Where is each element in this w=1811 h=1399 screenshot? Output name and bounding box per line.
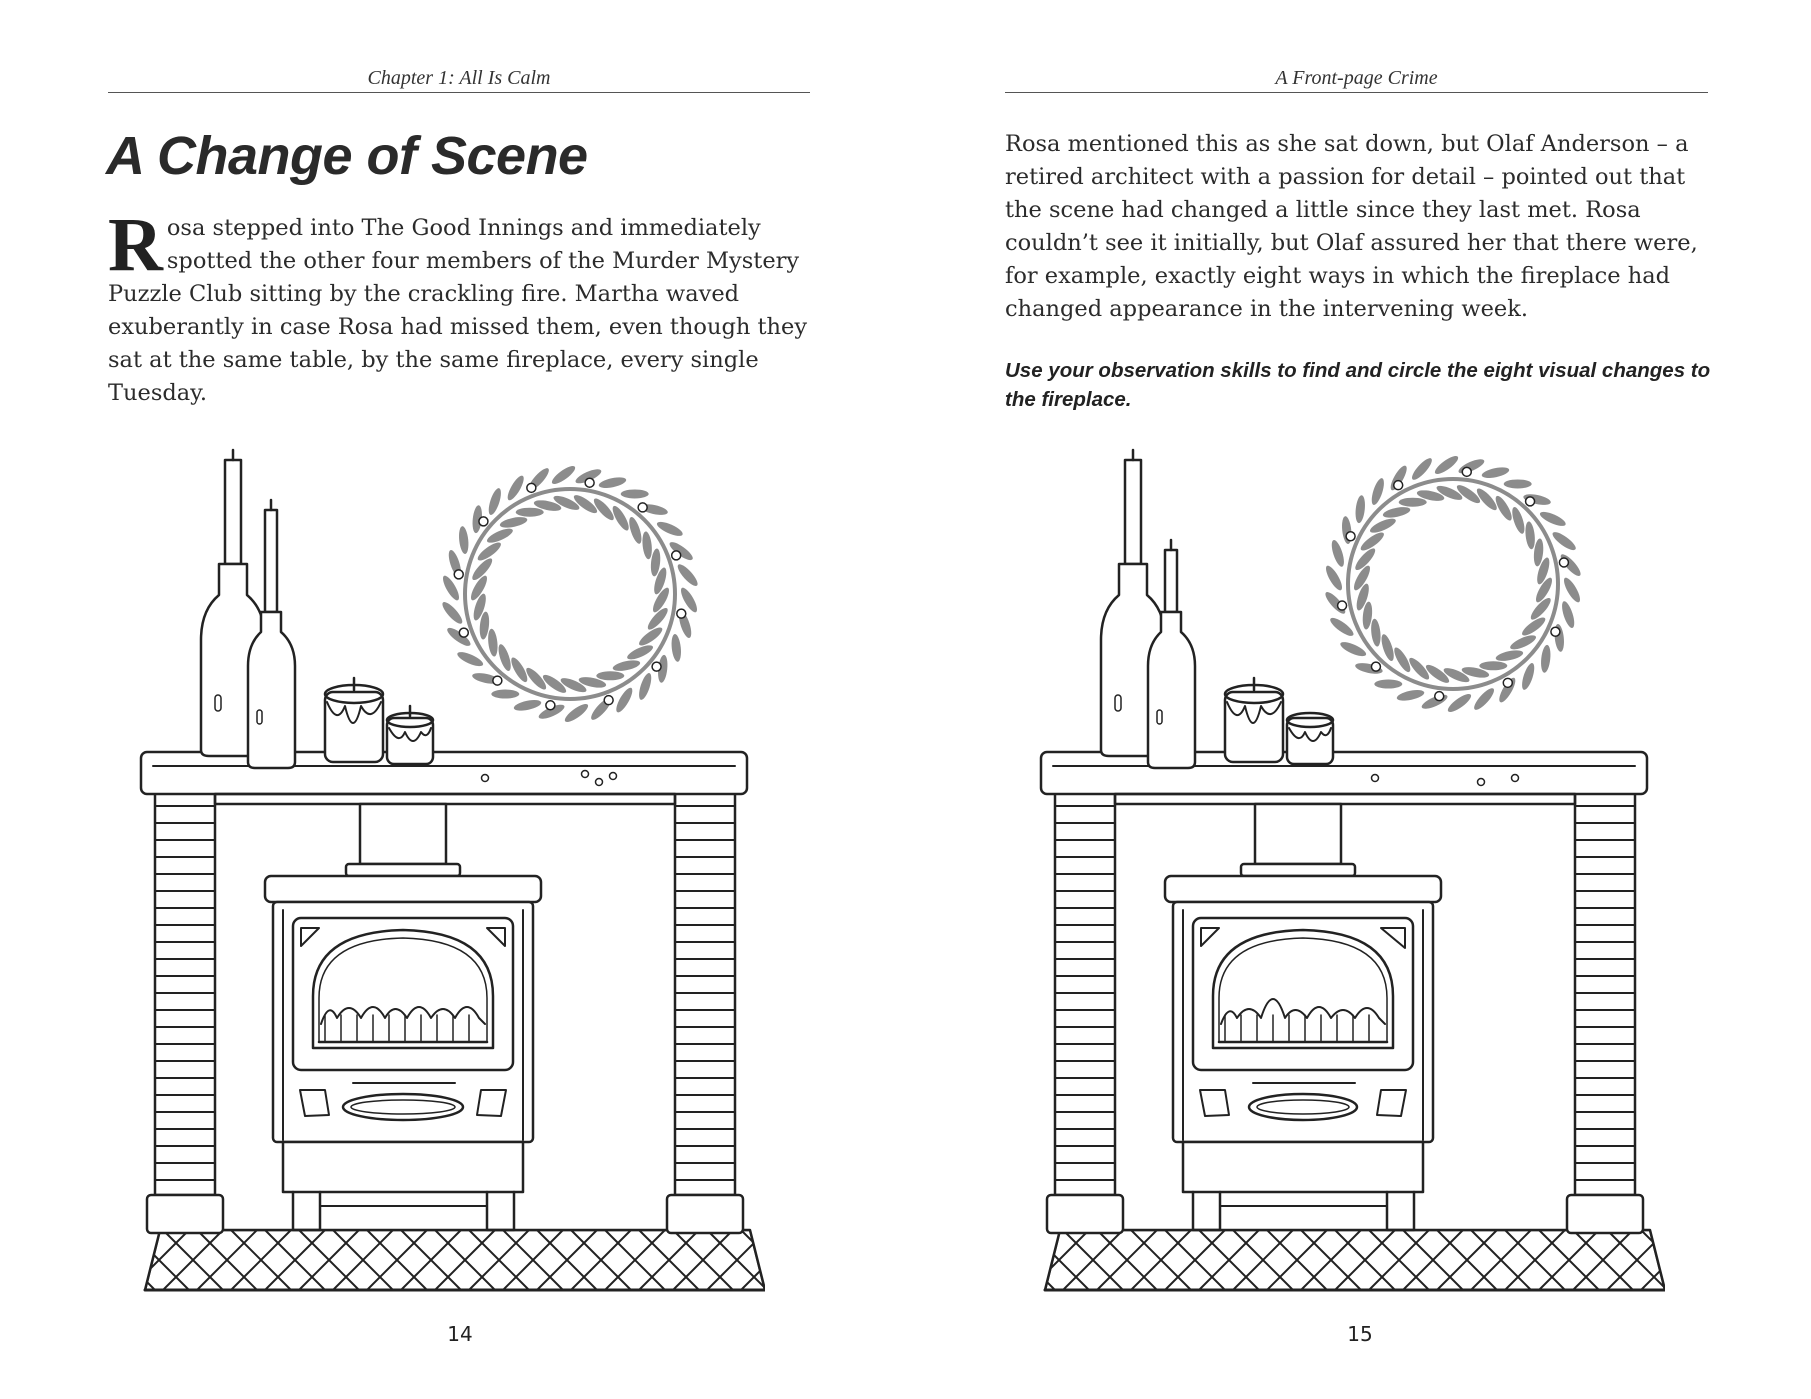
wreath-berry: [1559, 558, 1568, 567]
tall-candle: [1125, 460, 1141, 564]
wreath-leaf: [1479, 661, 1507, 670]
wreath-leaf: [516, 508, 544, 517]
running-head: A Front-page Crime: [1005, 66, 1708, 93]
wreath-leaf: [487, 628, 499, 657]
stove-base: [1183, 1142, 1423, 1192]
wreath-berry: [454, 570, 463, 579]
pillar-base: [1567, 1195, 1643, 1233]
hearth-rug-outline: [145, 1230, 765, 1290]
wreath-leaf: [621, 489, 649, 498]
mantel-shelf: [141, 752, 747, 794]
stove-top: [1165, 876, 1441, 902]
flue-collar: [1241, 864, 1355, 876]
hearth-lattice: [115, 1230, 765, 1290]
wreath-leaf: [1524, 521, 1536, 550]
wreath-leaf: [1550, 529, 1578, 553]
wreath-berry: [585, 478, 594, 487]
mantel-underside: [1115, 794, 1575, 804]
wreath-leaf: [1409, 456, 1434, 483]
wreath-leaf: [675, 562, 700, 589]
hearth-rug: [1045, 1230, 1665, 1290]
wreath-leaf: [1560, 600, 1577, 629]
stove-top: [265, 876, 541, 902]
wreath-leaf: [1520, 662, 1537, 691]
wreath-leaf: [1481, 465, 1510, 480]
wreath-leaf: [641, 531, 653, 560]
wreath-berry: [1338, 601, 1347, 610]
wreath-leaf: [1495, 648, 1524, 663]
wreath-leaf: [563, 701, 591, 725]
fireplace-illustration-original: [115, 440, 765, 1320]
fireplace-svg: [1015, 440, 1665, 1320]
wreath-leaf: [491, 690, 519, 699]
pillar-candle-large: [1225, 678, 1283, 762]
running-head: Chapter 1: All Is Calm: [108, 66, 810, 93]
wreath-berry: [1503, 678, 1512, 687]
wreath-leaf: [1396, 688, 1425, 703]
wreath-leaf: [670, 633, 682, 662]
flue-collar: [346, 864, 460, 876]
wreath-berry: [1371, 662, 1380, 671]
wreath-leaf: [1504, 479, 1532, 488]
wreath-berry: [1394, 481, 1403, 490]
wreath-leaf: [1323, 564, 1345, 593]
fireplace-svg: [115, 440, 765, 1320]
wreath-berry: [652, 662, 661, 671]
chapter-title: A Change of Scene: [106, 126, 588, 186]
wreath-leaf: [1471, 686, 1496, 713]
wreath-leaf: [1510, 506, 1527, 535]
body-paragraph: Rosa mentioned this as she sat down, but Olaf Anderson – a retired architect with a passion for detail – pointed out that the scene had changed a little since they last met. Rosa couldn’t see it initially, but Olaf assured her that there were, for example, exactly eight ways in which the fireplace had changed appearance in the intervening week.: [1005, 131, 1698, 322]
wreath-leaf: [1433, 453, 1461, 477]
wreath-leaf: [499, 515, 528, 530]
short-candle: [1165, 550, 1177, 612]
pillar-base: [1047, 1195, 1123, 1233]
stove-window: [1213, 930, 1393, 1048]
right-brick-pillar: [1567, 790, 1643, 1233]
flue-pipe: [360, 804, 446, 864]
wreath: [1323, 453, 1584, 715]
wreath-leaf: [637, 672, 654, 701]
wreath-leaf: [1369, 477, 1386, 506]
wreath-leaf: [1561, 576, 1583, 605]
wreath-leaf: [1374, 680, 1402, 689]
wreath-leaf: [627, 516, 644, 545]
wreath-berry: [1551, 627, 1560, 636]
wreath-leaf: [612, 658, 641, 673]
pillar-candle-small: [387, 706, 433, 764]
pillar-base: [147, 1195, 223, 1233]
wreath-leaf: [1446, 691, 1474, 715]
left-brick-pillar: [1047, 790, 1123, 1233]
wreath-leaf: [1370, 618, 1382, 647]
short-candle: [265, 510, 277, 612]
drop-cap: R: [108, 203, 163, 287]
wreath-leaf: [1354, 495, 1366, 524]
wreath-leaf: [513, 698, 542, 713]
mantel-underside: [215, 794, 675, 804]
puzzle-instruction: Use your observation skills to find and circle the eight visual changes to the fireplace.: [1005, 359, 1711, 411]
wreath-leaf: [596, 671, 624, 680]
wreath-berry: [1346, 532, 1355, 541]
hearth-rug: [145, 1230, 765, 1290]
wreath-leaf: [440, 599, 465, 626]
wreath-berry: [672, 551, 681, 560]
flue-pipe: [1255, 804, 1341, 864]
wreath-leaf: [598, 475, 627, 490]
wreath-berry: [677, 609, 686, 618]
fireplace-illustration-changed: [1015, 440, 1665, 1320]
wreath-leaf: [1328, 615, 1356, 639]
wreath-berry: [493, 676, 502, 685]
left-brick-pillar: [147, 790, 223, 1233]
wreath-berry: [1526, 497, 1535, 506]
wreath-leaf: [1379, 633, 1396, 662]
wreath-leaf: [445, 625, 473, 649]
tall-candle: [225, 460, 241, 564]
right-page: [905, 0, 1811, 1399]
wreath-stem: [1348, 479, 1558, 689]
wreath-leaf: [1329, 539, 1346, 568]
body-paragraph: [108, 203, 820, 410]
line-art: [115, 450, 765, 1320]
wreath-leaf: [1399, 498, 1427, 507]
wreath-leaf: [486, 487, 503, 516]
pillar-candle-large: [325, 678, 383, 762]
body-text: osa stepped into The Good Innings and immediately spotted the other four members of the Murder Mystery Puzzle Club sitting by the crackling fire. Martha waved exuberantly in case Rosa had missed them, even though they sat at the same table, by the same fireplace, every single Tuesday.: [108, 215, 808, 406]
pillar-base: [667, 1195, 743, 1233]
pillar-candle-small: [1287, 713, 1333, 764]
wreath-leaf: [667, 539, 695, 563]
right-brick-pillar: [667, 790, 743, 1233]
rug-mask: [1015, 1291, 1665, 1320]
mantel-shelf: [1041, 752, 1647, 794]
stove-base: [283, 1142, 523, 1192]
wreath-leaf: [550, 463, 578, 487]
wreath-berry: [479, 517, 488, 526]
wreath-berry: [1462, 467, 1471, 476]
wreath-stem: [465, 489, 675, 699]
wreath-berry: [527, 483, 536, 492]
wreath-berry: [604, 696, 613, 705]
page-number: 14: [447, 1322, 473, 1346]
wreath-berry: [1435, 692, 1444, 701]
hearth-lattice: [1015, 1230, 1665, 1290]
wreath: [440, 463, 701, 725]
rug-mask: [115, 1291, 765, 1320]
wreath-berry: [459, 628, 468, 637]
stove-window: [313, 930, 493, 1048]
wreath-leaf: [458, 526, 470, 555]
left-page: [0, 0, 905, 1399]
wreath-berry: [638, 503, 647, 512]
hearth-rug-outline: [1045, 1230, 1665, 1290]
wreath-leaf: [1382, 505, 1411, 520]
page-number: 15: [1347, 1322, 1373, 1346]
wreath-berry: [546, 701, 555, 710]
wreath-leaf: [1540, 644, 1552, 673]
wreath-leaf: [496, 643, 513, 672]
